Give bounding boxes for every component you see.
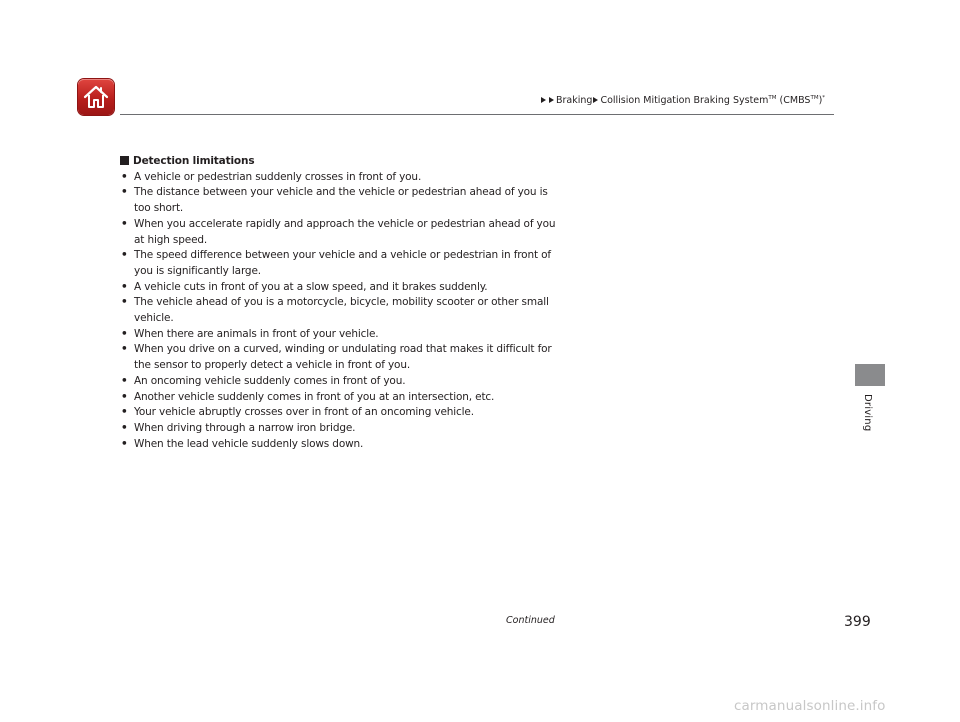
square-bullet-icon — [120, 156, 129, 165]
list-item: • When the lead vehicle suddenly slows down. — [120, 437, 560, 453]
breadcrumb-arrow-icon — [549, 97, 554, 103]
list-item: • The distance between your vehicle and the vehicle or pedestrian ahead of you is too short. — [120, 185, 560, 216]
watermark: carmanualsonline.info — [734, 698, 886, 714]
list-item: • A vehicle cuts in front of you at a slow speed, and it brakes suddenly. — [120, 280, 560, 296]
asterisk-mark: * — [822, 95, 826, 101]
trademark-mark: TM — [810, 95, 819, 101]
list-item: • The vehicle ahead of you is a motorcycle, bicycle, mobility scooter or other small vehicle. — [120, 295, 560, 326]
list-item: • When there are animals in front of your vehicle. — [120, 327, 560, 343]
breadcrumb-cmbs-abbrev: (CMBS — [776, 95, 811, 106]
breadcrumb — [540, 95, 825, 106]
section-title — [120, 154, 560, 170]
header-divider — [120, 114, 834, 115]
trademark-mark: TM — [768, 95, 777, 101]
detection-limitations-list — [120, 170, 560, 453]
list-item: • An oncoming vehicle suddenly comes in front of you. — [120, 374, 560, 390]
chapter-tab[interactable] — [855, 364, 885, 386]
continued-note: Continued — [506, 615, 555, 626]
list-item: • Your vehicle abruptly crosses over in front of an oncoming vehicle. — [120, 405, 560, 421]
breadcrumb-arrow-icon — [593, 97, 598, 103]
chapter-tab-label: Driving — [862, 394, 873, 432]
breadcrumb-cmbs-close: ) — [818, 95, 823, 106]
breadcrumb-cmbs-text: Collision Mitigation Braking System — [600, 95, 769, 106]
home-icon — [82, 83, 110, 111]
breadcrumb-braking[interactable]: Braking — [556, 95, 593, 106]
section-title-text: Detection limitations — [133, 155, 255, 167]
home-button[interactable] — [78, 79, 114, 115]
list-item: • The speed difference between your vehicle and a vehicle or pedestrian in front of you is significantly large. — [120, 248, 560, 279]
list-item: • When driving through a narrow iron bridge. — [120, 421, 560, 437]
breadcrumb-cmbs[interactable] — [600, 95, 825, 106]
list-item: • Another vehicle suddenly comes in front of you at an intersection, etc. — [120, 390, 560, 406]
page-number: 399 — [844, 614, 871, 630]
main-content — [120, 154, 560, 452]
list-item: • When you accelerate rapidly and approach the vehicle or pedestrian ahead of you at high speed. — [120, 217, 560, 248]
list-item: • When you drive on a curved, winding or undulating road that makes it difficult for the sensor to properly detect a vehicle in front of you. — [120, 342, 560, 373]
breadcrumb-arrow-icon — [541, 97, 546, 103]
list-item: • A vehicle or pedestrian suddenly crosses in front of you. — [120, 170, 560, 186]
